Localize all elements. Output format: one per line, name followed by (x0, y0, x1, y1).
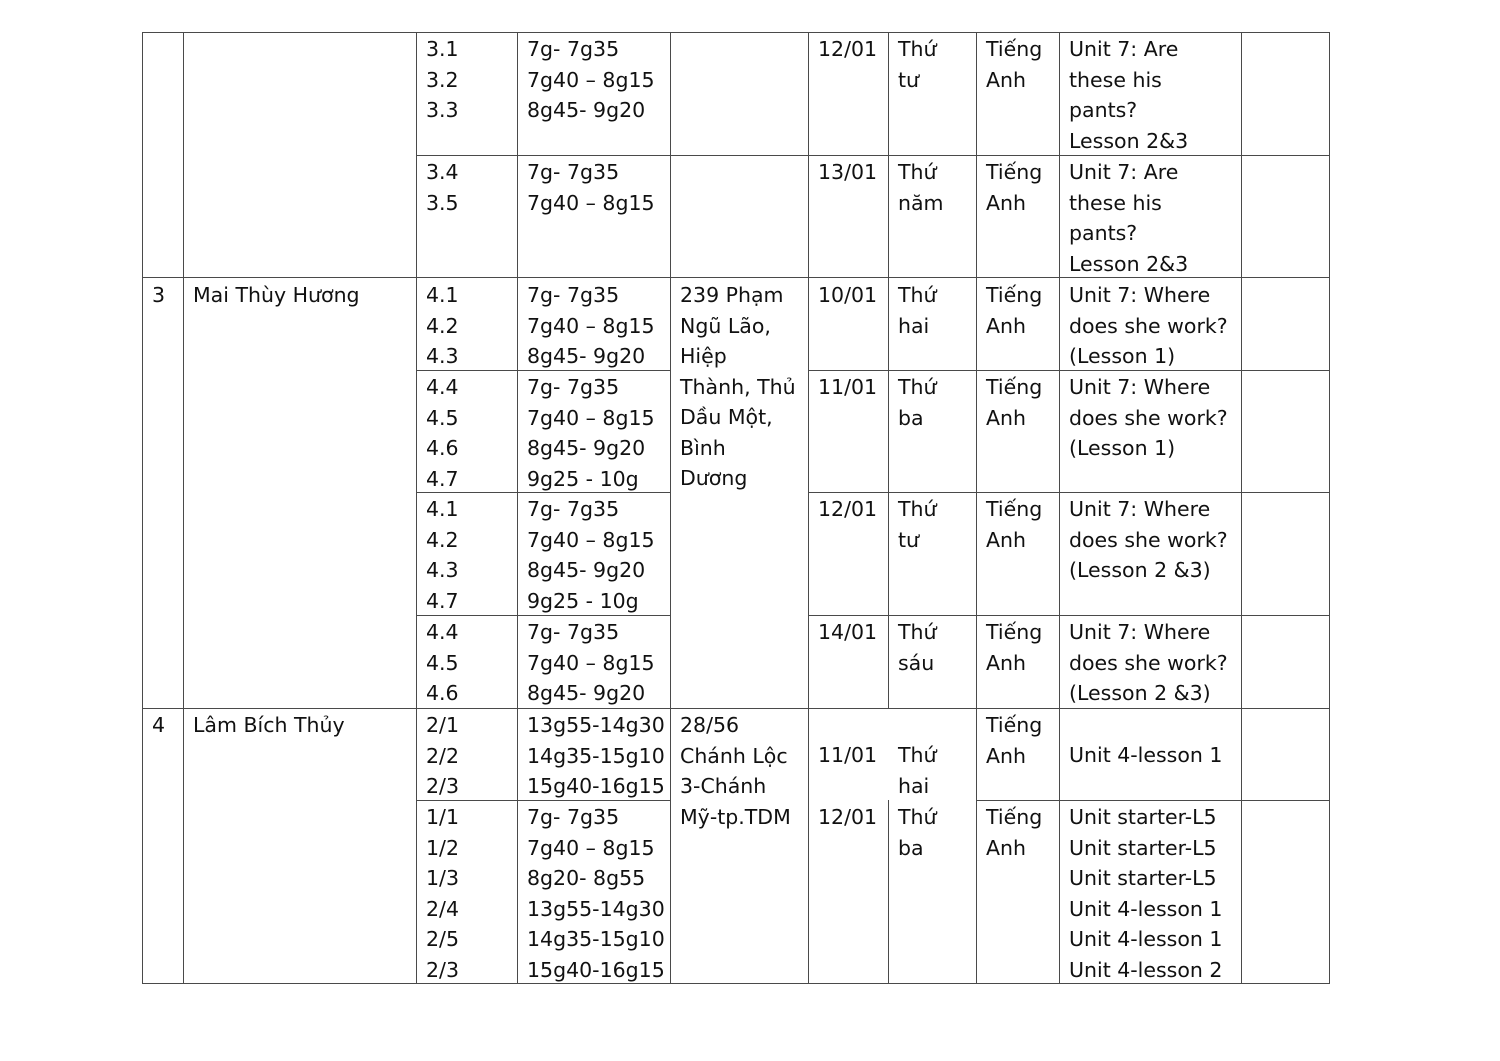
cell-classes: 4.1 4.2 4.3 (426, 283, 459, 368)
table-border-left (142, 32, 143, 984)
cell-subject: Tiếng Anh (986, 713, 1043, 768)
cell-times: 7g- 7g35 7g40 – 8g15 (527, 160, 655, 215)
column-divider (976, 32, 977, 984)
cell-address: 28/56 Chánh Lộc 3-Chánh Mỹ-tp.TDM (680, 713, 791, 829)
column-divider (888, 800, 889, 984)
cell-weekday: Thứ tư (898, 497, 937, 552)
column-divider (416, 32, 417, 984)
cell-subject: Tiếng Anh (986, 283, 1043, 338)
cell-times: 7g- 7g35 7g40 – 8g15 8g45- 9g20 (527, 37, 655, 122)
cell-lesson: Unit 7: Where does she work? (Lesson 2 &3) (1069, 620, 1228, 705)
cell-date: 10/01 (818, 283, 878, 307)
cell-classes: 1/1 1/2 1/3 2/4 2/5 2/3 (426, 805, 459, 982)
cell-date: 12/01 (818, 37, 878, 61)
cell-subject: Tiếng Anh (986, 160, 1043, 215)
cell-weekday: Thứ ba (898, 375, 937, 430)
row-divider (416, 155, 808, 156)
cell-weekday: Thứ hai (898, 743, 937, 798)
column-divider (183, 32, 184, 984)
row-divider (808, 615, 1330, 616)
cell-date: 14/01 (818, 620, 878, 644)
cell-lesson: Unit starter-L5 Unit starter-L5 Unit starter-L5 Unit 4-lesson 1 Unit 4-lesson 1 Unit 4-lesson 2 (1069, 805, 1223, 982)
cell-date: 12/01 (818, 805, 878, 829)
column-divider (670, 32, 671, 984)
column-divider (808, 32, 809, 984)
cell-lesson: Unit 4-lesson 1 (1069, 743, 1223, 767)
cell-date: 11/01 (818, 743, 878, 767)
row-divider (976, 800, 1330, 801)
cell-subject: Tiếng Anh (986, 37, 1043, 92)
column-divider (888, 32, 889, 708)
cell-subject: Tiếng Anh (986, 620, 1043, 675)
cell-lesson: Unit 7: Are these his pants? Lesson 2&3 (1069, 160, 1189, 276)
cell-times: 7g- 7g35 7g40 – 8g15 8g45- 9g20 9g25 - 10g (527, 497, 655, 613)
table-border-right (1329, 32, 1330, 984)
cell-lesson: Unit 7: Where does she work? (Lesson 1) (1069, 283, 1228, 368)
cell-weekday: Thứ năm (898, 160, 944, 215)
cell-stt: 4 (152, 713, 166, 737)
cell-date: 13/01 (818, 160, 878, 184)
cell-lesson: Unit 7: Are these his pants? Lesson 2&3 (1069, 37, 1189, 153)
cell-times: 7g- 7g35 7g40 – 8g15 8g45- 9g20 (527, 283, 655, 368)
cell-stt: 3 (152, 283, 166, 307)
cell-classes: 3.4 3.5 (426, 160, 459, 215)
table-border-top (142, 32, 1330, 33)
row-divider (808, 492, 1330, 493)
cell-subject: Tiếng Anh (986, 497, 1043, 552)
cell-subject: Tiếng Anh (986, 805, 1043, 860)
column-divider (517, 32, 518, 984)
cell-weekday: Thứ sáu (898, 620, 937, 675)
cell-classes: 4.4 4.5 4.6 4.7 (426, 375, 459, 491)
cell-classes: 3.1 3.2 3.3 (426, 37, 459, 122)
cell-subject: Tiếng Anh (986, 375, 1043, 430)
cell-classes: 4.1 4.2 4.3 4.7 (426, 497, 459, 613)
cell-address: 239 Phạm Ngũ Lão, Hiệp Thành, Thủ Dầu Một, Bình Dương (680, 283, 796, 490)
cell-teacher-name: Lâm Bích Thủy (193, 713, 345, 737)
cell-weekday: Thứ hai (898, 283, 937, 338)
cell-times: 7g- 7g35 7g40 – 8g15 8g45- 9g20 9g25 - 10g (527, 375, 655, 491)
column-divider (1059, 32, 1060, 984)
cell-date: 11/01 (818, 375, 878, 399)
cell-lesson: Unit 7: Where does she work? (Lesson 2 &3) (1069, 497, 1228, 582)
cell-teacher-name: Mai Thùy Hương (193, 283, 360, 307)
cell-lesson: Unit 7: Where does she work? (Lesson 1) (1069, 375, 1228, 460)
cell-times: 7g- 7g35 7g40 – 8g15 8g45- 9g20 (527, 620, 655, 705)
cell-weekday: Thứ ba (898, 805, 937, 860)
cell-classes: 4.4 4.5 4.6 (426, 620, 459, 705)
cell-times: 7g- 7g35 7g40 – 8g15 8g20- 8g55 13g55-14g30 14g35-15g10 15g40-16g15 (527, 805, 665, 982)
cell-weekday: Thứ tư (898, 37, 937, 92)
cell-date: 12/01 (818, 497, 878, 521)
column-divider (1241, 32, 1242, 984)
cell-classes: 2/1 2/2 2/3 (426, 713, 459, 798)
cell-times: 13g55-14g30 14g35-15g10 15g40-16g15 (527, 713, 665, 798)
